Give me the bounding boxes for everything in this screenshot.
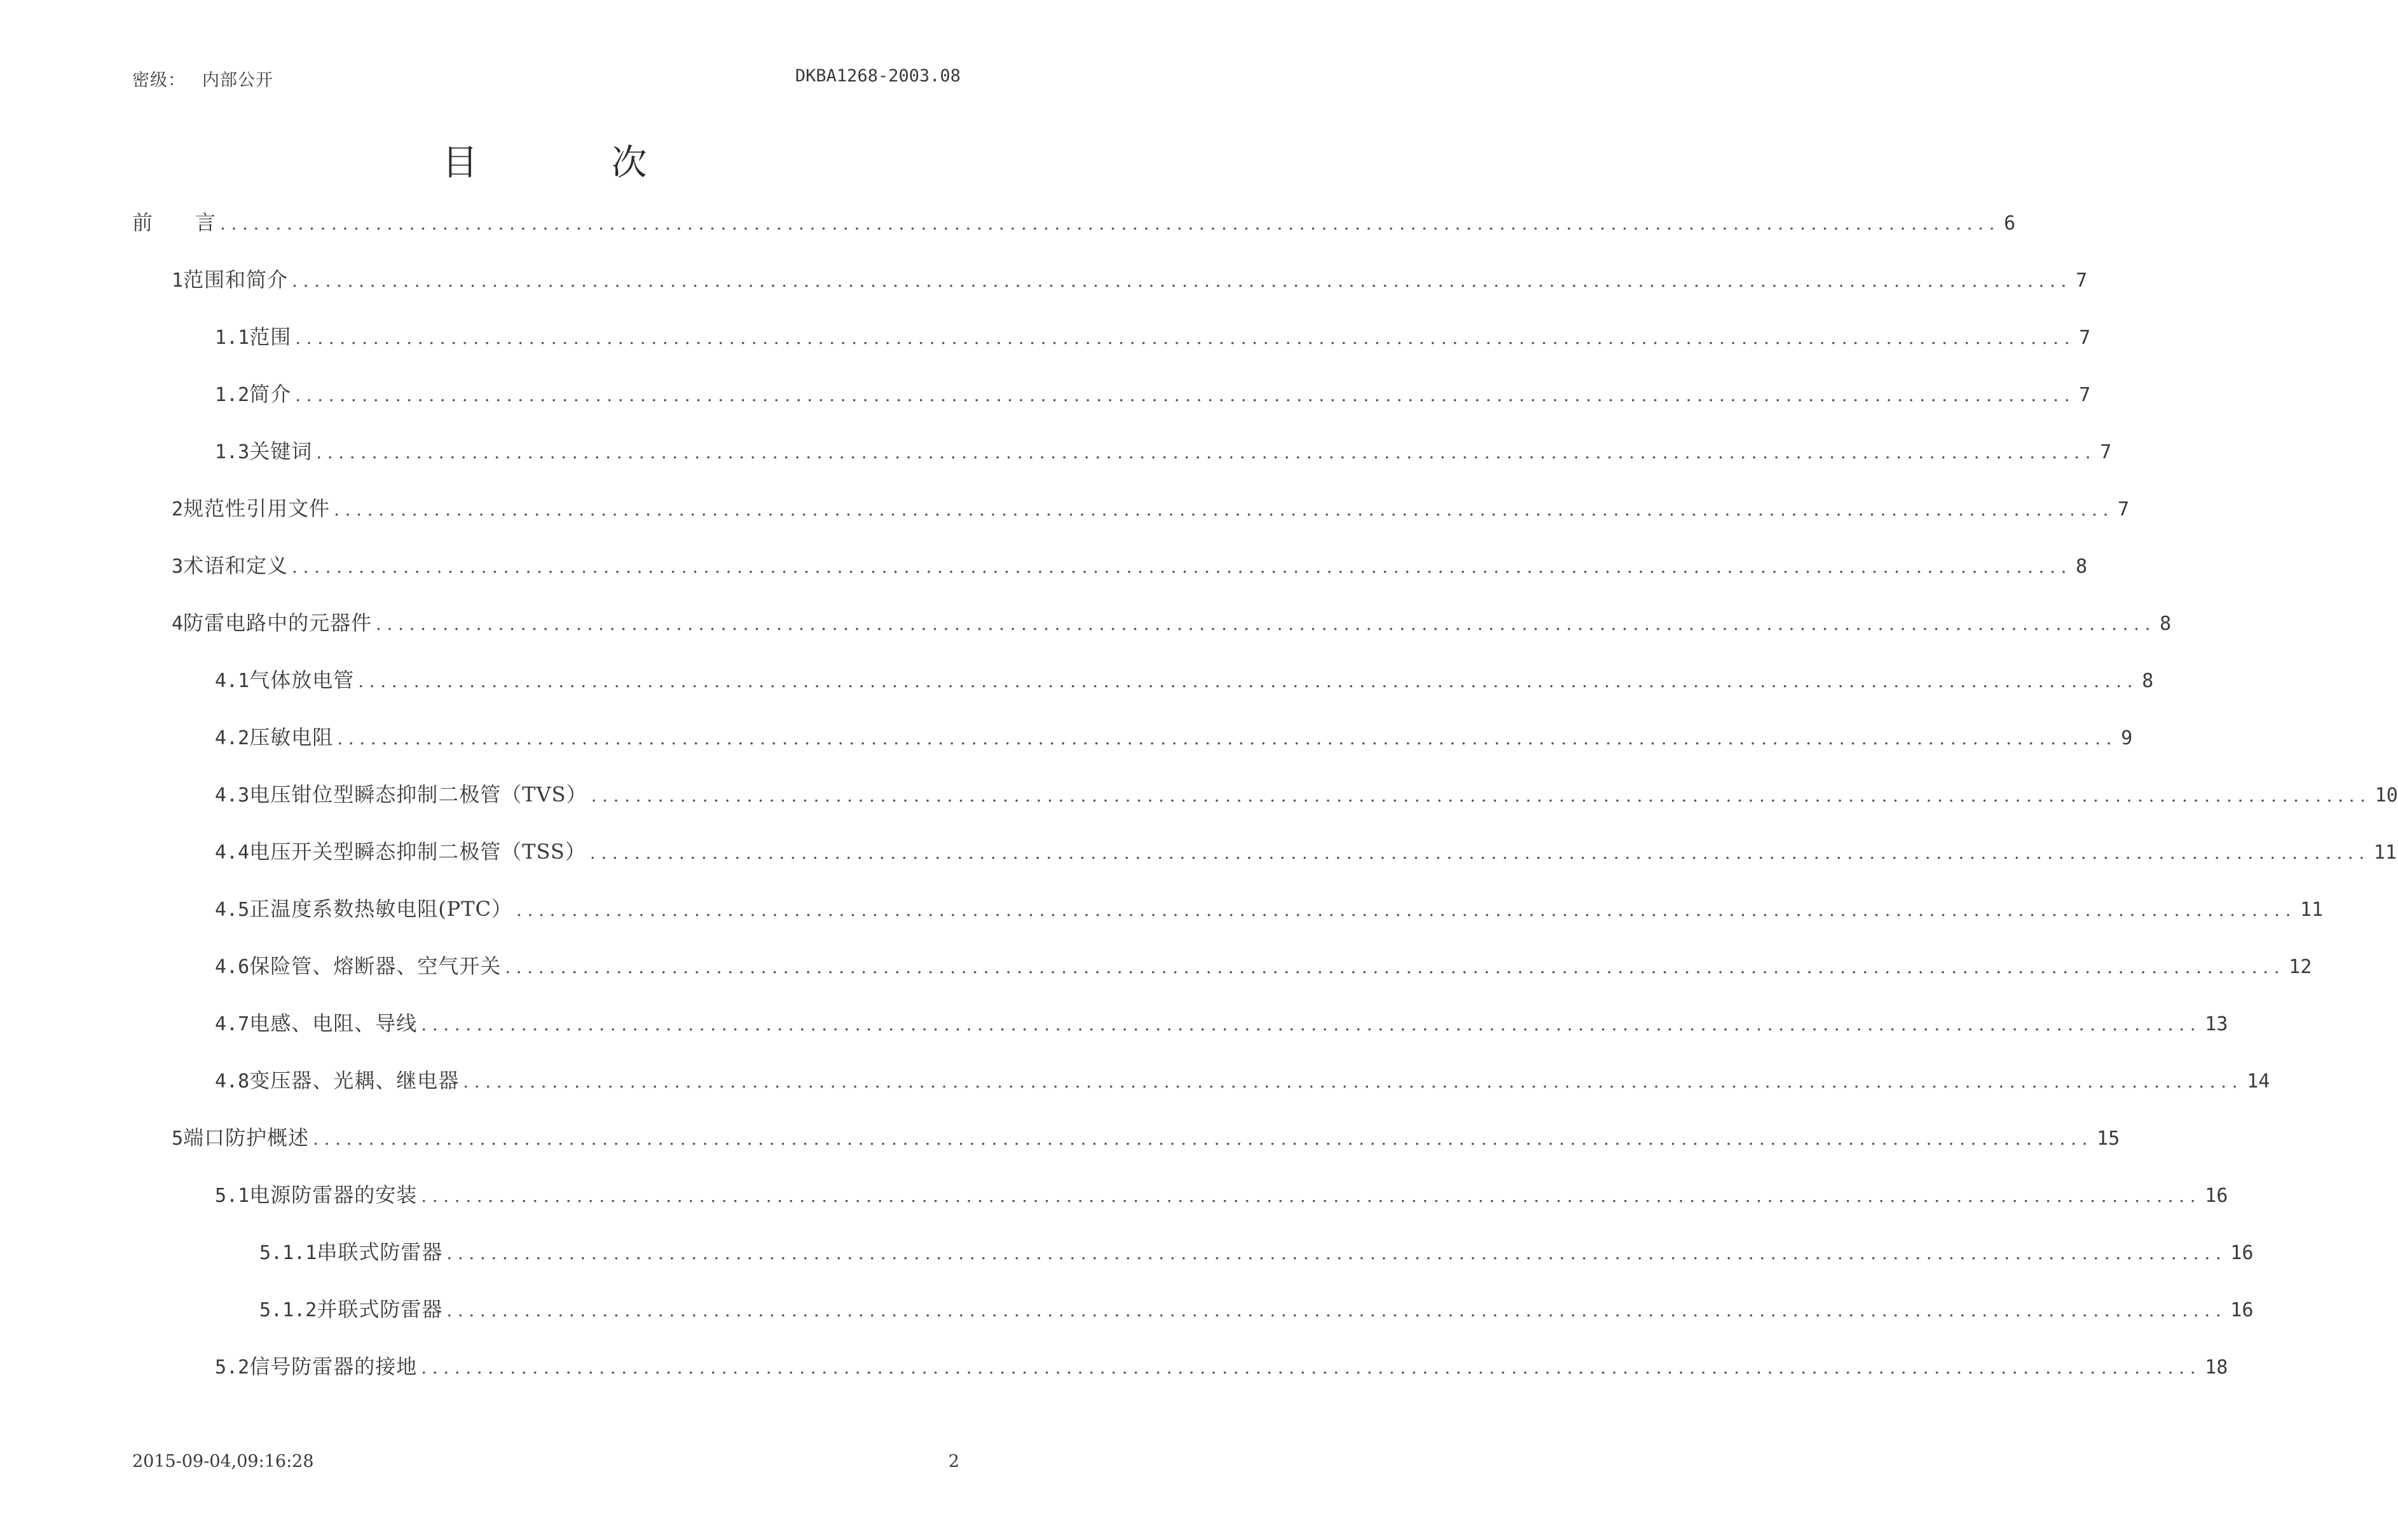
- toc-entry[interactable]: [259, 1297, 2254, 1322]
- toc-leader-dots: ................................................................................................................................................................: [463, 1071, 2244, 1092]
- toc-entry[interactable]: [172, 496, 2130, 521]
- page-number: 2: [948, 1452, 959, 1471]
- toc-entry-title: 信号防雷器的接地: [249, 1354, 418, 1379]
- toc-leader-dots: ................................................................................................................................................................: [376, 613, 2156, 634]
- toc-leader-dots: ................................................................................................................................................................: [516, 899, 2297, 920]
- toc-leader-dots: ................................................................................................................................................................: [316, 442, 2097, 463]
- toc-leader-dots: ................................................................................................................................................................: [358, 671, 2139, 692]
- toc-entry-page: 9: [2121, 727, 2133, 749]
- toc-entry[interactable]: [215, 725, 2133, 750]
- toc-entry[interactable]: [172, 267, 2088, 292]
- toc-entry-page: 16: [2230, 1299, 2254, 1321]
- toc-entry-page: 16: [2230, 1242, 2254, 1264]
- toc-entry-page: 11: [2373, 842, 2397, 864]
- toc-entry-number: 1.3: [215, 441, 250, 463]
- toc-leader-dots: ................................................................................................................................................................: [292, 556, 2073, 577]
- toc-entry-page: 8: [2160, 613, 2172, 635]
- toc-entry[interactable]: [215, 1354, 2228, 1379]
- toc-entry[interactable]: [132, 210, 2016, 235]
- toc-entry-page: 12: [2289, 956, 2312, 978]
- toc-entry[interactable]: [215, 839, 2397, 864]
- toc-entry-title: 术语和定义: [183, 554, 289, 578]
- toc-leader-dots: ................................................................................................................................................................: [591, 785, 2371, 806]
- toc-entry-number: 1: [172, 269, 184, 292]
- document-code: DKBA1268-2003.08: [795, 66, 961, 86]
- toc-entry-title: 关键词: [249, 439, 313, 463]
- toc-entry-title: 电感、电阻、导线: [249, 1011, 418, 1035]
- toc-entry-title: 并联式防雷器: [317, 1297, 443, 1321]
- toc-entry-page: 7: [2079, 327, 2091, 349]
- toc-entry-page: 14: [2247, 1070, 2270, 1093]
- toc-entry-title: 电源防雷器的安装: [249, 1183, 418, 1207]
- toc-entry[interactable]: [172, 610, 2172, 636]
- toc-entry[interactable]: [259, 1239, 2254, 1265]
- toc-entry[interactable]: [215, 782, 2398, 807]
- toc-leader-dots: ................................................................................................................................................................: [446, 1243, 2227, 1264]
- toc-leader-dots: ................................................................................................................................................................: [505, 957, 2285, 978]
- toc-entry-page: 8: [2142, 670, 2154, 692]
- toc-entry-number: 5.1.2: [259, 1299, 317, 1321]
- toc-entry-number: 3: [172, 555, 184, 578]
- toc-leader-dots: ................................................................................................................................................................: [337, 728, 2118, 749]
- toc-leader-dots: ................................................................................................................................................................: [220, 213, 2001, 234]
- toc-entry-number: 1.2: [215, 384, 250, 406]
- print-timestamp: 2015-09-04,09:16:28: [132, 1452, 314, 1471]
- toc-entry-number: 4.7: [215, 1013, 250, 1035]
- toc-entry-number: 1.1: [215, 327, 250, 349]
- toc-entry[interactable]: [172, 1125, 2120, 1150]
- toc-entry[interactable]: [172, 553, 2088, 578]
- toc-entry-number: 4.6: [215, 956, 250, 978]
- toc-entry-title: 变压器、光耦、继电器: [249, 1068, 460, 1093]
- toc-entry[interactable]: [215, 381, 2091, 407]
- toc-entry[interactable]: [215, 667, 2154, 693]
- toc-entry-number: 4.4: [215, 842, 250, 864]
- toc-entry-page: 6: [2004, 212, 2016, 235]
- toc-entry[interactable]: [215, 953, 2312, 979]
- toc-entry-page: 13: [2205, 1013, 2228, 1035]
- toc-entry-page: 18: [2205, 1356, 2228, 1379]
- security-label: 密级：: [132, 71, 186, 90]
- toc-leader-dots: ................................................................................................................................................................: [292, 270, 2073, 291]
- toc-entry-title: 范围和简介: [183, 268, 289, 292]
- toc-entry-page: 7: [2100, 441, 2112, 463]
- toc-entry-number: 5.2: [215, 1356, 250, 1379]
- toc-entry-number: 2: [172, 498, 184, 521]
- toc-entry-title: 电压开关型瞬态抑制二极管（TSS）: [249, 840, 586, 864]
- toc-entry-page: 7: [2079, 384, 2091, 406]
- toc-entry-title: 前 言: [132, 210, 217, 235]
- title-char-1: 目: [442, 142, 478, 184]
- toc-entry-number: 4.5: [215, 899, 250, 921]
- toc-entry[interactable]: [215, 1182, 2228, 1208]
- toc-entry[interactable]: [215, 1068, 2270, 1093]
- toc-entry-title: 端口防护概述: [183, 1126, 310, 1150]
- toc-leader-dots: ................................................................................................................................................................: [421, 1185, 2202, 1206]
- toc-entry-number: 4.1: [215, 670, 250, 692]
- toc-entry-page: 8: [2076, 555, 2088, 578]
- toc-entry-page: 16: [2205, 1185, 2228, 1207]
- toc-entry-page: 7: [2076, 269, 2088, 292]
- toc-entry-number: 5.1: [215, 1185, 250, 1207]
- toc-leader-dots: ................................................................................................................................................................: [589, 842, 2370, 863]
- toc-entry-title: 防雷电路中的元器件: [183, 611, 373, 635]
- toc-leader-dots: ................................................................................................................................................................: [295, 327, 2076, 348]
- toc-entry[interactable]: [215, 439, 2112, 464]
- toc-entry-title: 规范性引用文件: [183, 496, 331, 521]
- toc-entry[interactable]: [215, 324, 2091, 350]
- toc-leader-dots: ................................................................................................................................................................: [446, 1300, 2227, 1321]
- toc-entry-title: 简介: [249, 382, 292, 406]
- toc-leader-dots: ................................................................................................................................................................: [334, 499, 2114, 520]
- toc-leader-dots: ................................................................................................................................................................: [421, 1357, 2202, 1378]
- toc-entry-number: 5.1.1: [259, 1242, 317, 1264]
- toc-entry-page: 7: [2118, 498, 2130, 521]
- security-value: 内部公开: [202, 71, 273, 90]
- toc-leader-dots: ................................................................................................................................................................: [295, 385, 2076, 405]
- toc-entry-page: 11: [2300, 899, 2324, 921]
- toc-entry-number: 4.3: [215, 784, 250, 807]
- toc-entry-page: 15: [2097, 1128, 2120, 1150]
- toc-entry-title: 保险管、熔断器、空气开关: [249, 954, 502, 978]
- toc-entry[interactable]: [215, 896, 2324, 922]
- toc-entry-title: 压敏电阻: [249, 725, 334, 749]
- toc-leader-dots: ................................................................................................................................................................: [421, 1014, 2202, 1035]
- toc-leader-dots: ................................................................................................................................................................: [313, 1128, 2093, 1149]
- toc-entry-title: 气体放电管: [249, 668, 355, 692]
- toc-entry-page: 10: [2374, 784, 2398, 807]
- toc-entry-title: 范围: [249, 325, 292, 349]
- title-char-2: 次: [611, 142, 647, 184]
- toc-entry-number: 4.8: [215, 1070, 250, 1093]
- toc-entry-number: 4: [172, 613, 184, 635]
- toc-entry-title: 串联式防雷器: [317, 1240, 443, 1264]
- toc-entry-number: 5: [172, 1128, 184, 1150]
- toc-entry-number: 4.2: [215, 727, 250, 749]
- toc-entry-title: 电压钳位型瞬态抑制二极管（TVS）: [249, 782, 587, 807]
- toc-entry[interactable]: [215, 1011, 2228, 1036]
- toc-entry-title: 正温度系数热敏电阻(PTC）: [249, 897, 513, 921]
